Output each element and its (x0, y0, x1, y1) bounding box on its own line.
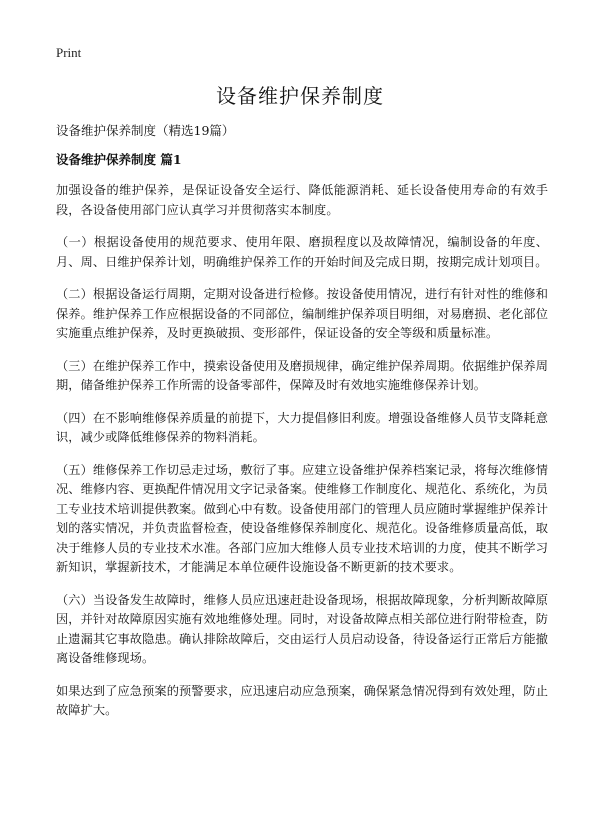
section-heading: 设备维护保养制度 篇1 (56, 152, 182, 167)
paragraph-intro: 加强设备的维护保养，是保证设备安全运行、降低能源消耗、延长设备使用寿命的有效手段，各设备使用部门应认真学习并贯彻落实本制度。 (56, 183, 548, 217)
paragraph-item-6: （六）当设备发生故障时，维修人员应迅速赶赴设备现场，根据故障现象，分析判断故障原因，并针对故障原因实施有效地维修处理。同时，对设备故障点相关部位进行附带检查，防止遗漏其它事故隐患。确认排除故障后，交由运行人员启动设备，待设备运行正常后方能撤离设备维修现场。 (56, 592, 548, 665)
paragraph-item-3: （三）在维护保养工作中，摸索设备使用及磨损规律，确定维护保养周期。依据维护保养周期，储备维护保养工作所需的设备零部件，保障及时有效地实施维修保养计划。 (56, 358, 548, 392)
paragraph-item-4: （四）在不影响维修保养质量的前提下，大力提倡修旧利废。增强设备维修人员节支降耗意识，减少或降低维修保养的物料消耗。 (56, 410, 548, 444)
article-body (56, 181, 548, 734)
page-title: 设备维护保养制度 (216, 84, 384, 108)
paragraph-conclusion: 如果达到了应急预案的预警要求，应迅速启动应急预案，确保紧急情况得到有效处理，防止故障扩大。 (56, 683, 548, 717)
print-link[interactable]: Print (56, 45, 82, 60)
paragraph-item-1: （一）根据设备使用的规范要求、使用年限、磨损程度以及故障情况，编制设备的年度、月、周、日维护保养计划，明确维护保养工作的开始时间及完成日期，按期完成计划项目。 (56, 235, 548, 269)
paragraph-item-5: （五）维修保养工作切忌走过场，敷衍了事。应建立设备维护保养档案记录，将每次维修情况、维修内容、更换配件情况用文字记录备案。使维修工作制度化、规范化、系统化，为员工专业技术培训提供教案。做到心中有数。设备使用部门的管理人员应随时掌握维护保养计划的落实情况，并负责监督检查，使设备维修保养制度化、规范化。设备维修质量高低，取决于维修人员的专业技术水准。各部门应加大维修人员专业技术培训的力度，使其不断学习新知识，掌握新技术，才能满足本单位硬件设施设备不断更新的技术要求。 (56, 462, 548, 574)
paragraph-item-2: （二）根据设备运行周期，定期对设备进行检修。按设备使用情况，进行有针对性的维修和保养。维护保养工作应根据设备的不同部位，编制维护保养项目明细，对易磨损、老化部位实施重点维护保养，及时更换破损、变形部件，保证设备的安全等级和质量标准。 (56, 287, 548, 340)
document-subtitle: 设备维护保养制度（精选19篇） (56, 123, 235, 138)
